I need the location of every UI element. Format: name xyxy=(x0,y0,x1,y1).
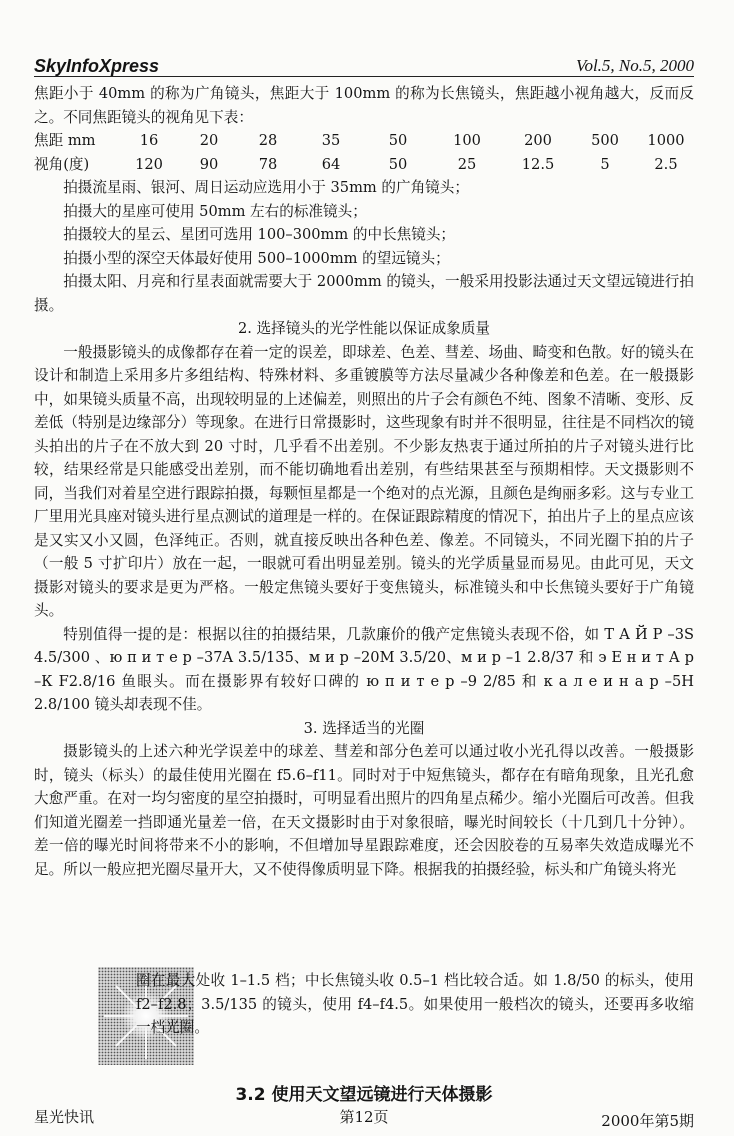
table-cell: 200 xyxy=(524,132,552,149)
table-cell: 78 xyxy=(258,155,278,173)
focal-length-angle-table xyxy=(34,129,694,176)
intro-paragraph: 焦距小于 40mm 的称为广角镜头，焦距大于 100mm 的称为长焦镜头，焦距越小视角越大，反而反之。不同焦距镜头的视角见下表： xyxy=(34,85,694,126)
table-cell: 1000 xyxy=(647,132,685,149)
table-cell: 120 xyxy=(135,155,163,173)
table-cell: 500 xyxy=(591,132,619,149)
page-number: 第12页 xyxy=(339,1108,389,1126)
table-cell: 28 xyxy=(258,132,278,149)
table-cell: 12.5 xyxy=(521,155,555,173)
list-item: 拍摄流星雨、银河、周日运动应选用小于 35mm 的广角镜头； xyxy=(63,179,469,196)
section3-wrap-paragraph: 圈在最大处收 1–1.5 档；中长焦镜头收 0.5–1 档比较合适。如 1.8/50 的标头，使用 f2–f2.8；3.5/135 的镜头，使用 f4–f4.5。如果使用一般档次的镜头，还要再多收缩一档光圈。 xyxy=(136,972,694,1036)
section-heading: 2. 选择镜头的光学性能以保证成象质量 xyxy=(237,320,491,337)
table-cell: 16 xyxy=(139,132,159,149)
table-cell: 20 xyxy=(199,132,219,149)
section-heading: 3. 选择适当的光圈 xyxy=(303,719,425,737)
table-cell: 64 xyxy=(321,155,341,173)
table-cell: 2.5 xyxy=(654,155,678,173)
footer-journal-name: 星光快讯 xyxy=(34,1108,95,1126)
table-cell: 90 xyxy=(199,155,219,173)
journal-page xyxy=(34,0,700,1136)
subsection-heading: 3.2 使用天文望远镜进行天体摄影 xyxy=(235,1085,493,1105)
table-cell: 50 xyxy=(388,132,408,149)
page-footer xyxy=(34,1106,694,1130)
table-row-label: 焦距 mm xyxy=(34,132,96,149)
list-item: 拍摄太阳、月亮和行星表面就需要大于 2000mm 的镜头，一般采用投影法通过天文望远镜进行拍摄。 xyxy=(34,273,694,314)
list-item: 拍摄较大的星云、星团可选用 100–300mm 的中长焦镜头； xyxy=(63,226,456,243)
article-body xyxy=(34,82,694,881)
wrapped-text xyxy=(34,969,694,1040)
table-cell: 5 xyxy=(600,155,610,173)
table-cell: 50 xyxy=(388,155,408,173)
table-cell: 35 xyxy=(321,132,341,149)
table-cell: 25 xyxy=(457,155,477,173)
footer-issue: 2000年第5期 xyxy=(601,1112,694,1130)
list-item: 拍摄小型的深空天体最好使用 500–1000mm 的望远镜头； xyxy=(63,249,450,267)
running-header xyxy=(34,54,694,77)
section2-paragraph: 特别值得一提的是：根据以往的拍摄结果，几款廉价的俄产定焦镜头表现不俗，如 Т А Й Р –3S 4.5/300 、ю п и т е р –37A 3.5/135、м и р –20M 3.5/20、м и р –1 2.8/37 和 э Е н и т А р –К F2.8/16 鱼眼头。而在摄影界有较好口碑的 ю п и т е р –9 2/85 和 к а л е и н а р –5H 2.8/100 镜头却表现不佳。 xyxy=(34,625,694,713)
journal-name: SkyInfoXpress xyxy=(34,56,160,76)
section2-paragraph: 一般摄影镜头的成像都存在着一定的误差，即球差、色差、彗差、场曲、畸变和色散。好的镜头在设计和制造上采用多片多组结构、特殊材料、多重镀膜等方法尽量减少各种像差和色差。在一般摄影中，如果镜头质量不高，出现较明显的上述偏差，则照出的片子会有颜色不纯、图象不清晰、变形、反差低（特别是边缘部分）等现象。在进行日常摄影时，这些现象有时并不很明显，往往是不同档次的镜头拍出的片子在不放大到 20 寸时，几乎看不出差别。不少影友热衷于通过所拍的片子对镜头进行比较，结果经常是只能感受出差别，而不能切确地看出差别，有些结果甚至与预期相悖。天文摄影则不同，当我们对着星空进行跟踪拍摄，每颗恒星都是一个绝对的点光源，且颜色是绚丽多彩。这与专业工厂里用光具座对镜头进行星点测试的道理是一样的。在保证跟踪精度的情况下，拍出片子上的星点应该是又实又小又圆，色泽纯正。否则，就直接反映出各种色差、像差。不同镜头，不同光圈下拍的片子（一般 5 寸扩印片）放在一起，一眼就可看出明显差别。镜头的光学质量显而易见。由此可见，天文摄影对镜头的要求是更为严格。一般定焦镜头要好于变焦镜头，标准镜头和中长焦镜头要好于广角镜头。 xyxy=(34,343,694,619)
section3-paragraph: 摄影镜头的上述六种光学误差中的球差、彗差和部分色差可以通过收小光孔得以改善。一般摄影时，镜头（标头）的最佳使用光圈在 f5.6–f11。同时对于中短焦镜头，都存在有暗角现象，且光孔愈大愈严重。在对一均匀密度的星空拍摄时，可明显看出照片的四角星点稀少。缩小光圈后可改善。但我们知道光圈差一挡即通光量差一倍，在天文摄影时由于对象很暗，曝光时间较长（十几到几十分钟）。差一倍的曝光时间将带来不小的影响，不但增加导星跟踪难度，还会因胶卷的互易率失效造成曝光不足。所以一般应把光圈尽量开大，又不使得像质明显下降。根据我的拍摄经验，标头和广角镜头将光 xyxy=(34,743,694,878)
table-cell: 100 xyxy=(453,132,481,149)
list-item: 拍摄大的星座可使用 50mm 左右的标准镜头； xyxy=(63,202,367,220)
volume-issue: Vol.5, No.5, 2000 xyxy=(575,56,694,75)
table-row-label: 视角(度) xyxy=(34,155,90,173)
